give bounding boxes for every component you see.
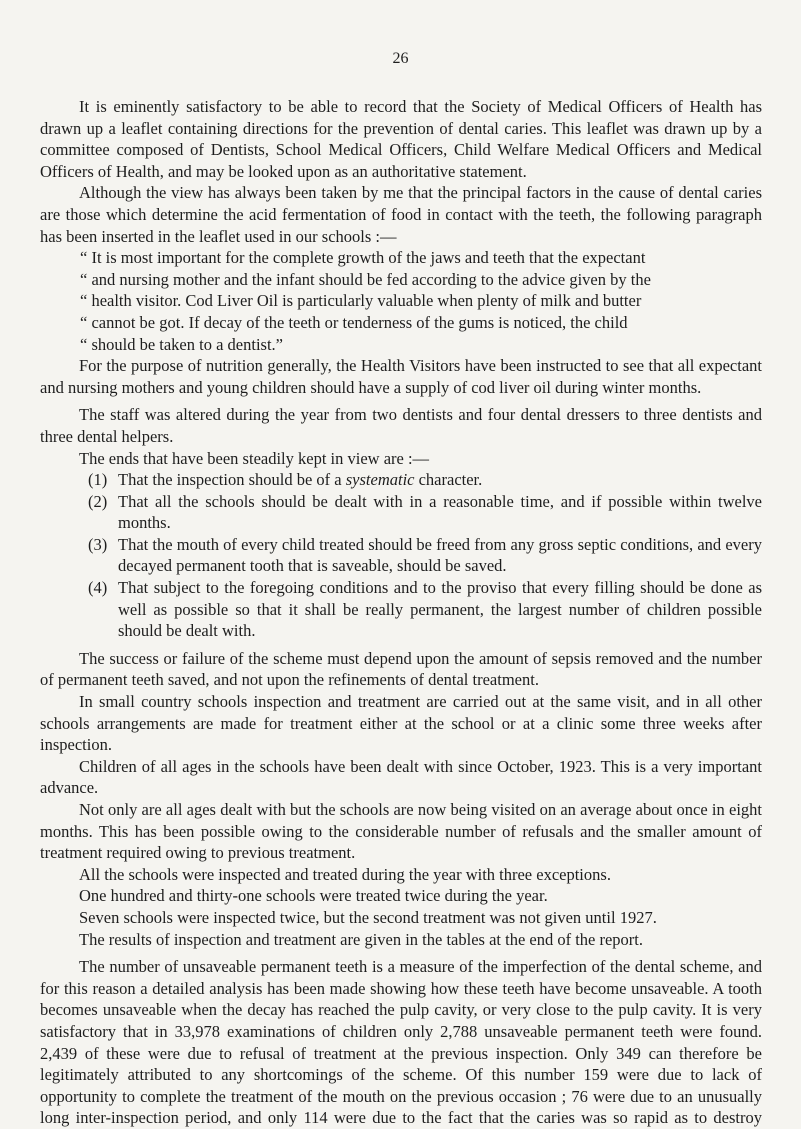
- quote-line: “ It is most important for the complete growth of the jaws and teeth that the expectant: [80, 248, 646, 268]
- leaflet-quotation: [40, 247, 762, 355]
- page-number: 26: [392, 50, 409, 67]
- emphasis-systematic: systematic: [345, 470, 415, 490]
- quote-line: “ should be taken to a dentist.”: [80, 334, 283, 354]
- ends-list: [40, 469, 762, 642]
- list-item: (4) That subject to the foregoing conditions and to the proviso that every filling should be done as well as possible so that it shall be really permanent, the largest number of children possible should be dealt with.: [88, 578, 762, 641]
- list-item: (3) That the mouth of every child treated should be freed from any gross septic conditions, and every decayed permanent tooth that is saveable, should be saved.: [88, 534, 762, 576]
- paragraph-inspected-twice: Seven schools were inspected twice, but the second treatment was not given until 1927.: [79, 907, 657, 927]
- paragraph-country-schools: In small country schools inspection and treatment are carried out at the same visit, and in all other schools arrangements are made for treatment either at the school or at a clinic some three weeks after inspection.: [40, 692, 762, 755]
- paragraph-ends: The ends that have been steadily kept in view are :—: [79, 448, 430, 468]
- list-number: (3): [88, 534, 108, 554]
- list-number: (2): [88, 491, 108, 511]
- paragraph-leaflet: It is eminently satisfactory to be able to record that the Society of Medical Officers of Health has drawn up a leaflet containing directions for the prevention of dental caries. This leaflet was drawn up by a committee composed of Dentists, School Medical Officers, Child Welfare Medical Officers and Medical Officers of Health, and may be looked upon as an authoritative statement.: [40, 97, 762, 181]
- paragraph-nutrition: For the purpose of nutrition generally, the Health Visitors have been instructed to see that all expectant and nursing mothers and young children should have a supply of cod liver oil during winter months.: [40, 356, 762, 397]
- quote-line: “ cannot be got. If decay of the teeth or tenderness of the gums is noticed, the child: [80, 312, 628, 332]
- paragraph-unsaveable-teeth: The number of unsaveable permanent teeth is a measure of the imperfection of the dental scheme, and for this reason a detailed analysis has been made showing how these teeth have become unsaveable. A tooth becomes unsaveable when the decay has reached the pulp cavity, or very close to the pulp cavity. It is very satisfactory that in 33,978 examinations of children only 2,788 unsaveable permanent teeth were found. 2,439 of these were due to refusal of treatment at the previous inspection. Only 349 can therefore be legitimately attributed to any shortcomings of the scheme. Of this number 159 were due to lack of opportunity to complete the treatment of the mouth on the previous occasion ; 76 were due to an unusually long inter-inspection period, and only 114 were due to the fact that the caries was so rapid as to destroy: [40, 957, 762, 1128]
- list-number: (4): [88, 578, 108, 598]
- paragraph-treated-twice: One hundred and thirty-one schools were treated twice during the year.: [79, 886, 548, 906]
- document-body: [40, 96, 762, 1129]
- paragraph-staff: The staff was altered during the year from two dentists and four dental dressers to three dentists and three dental helpers.: [40, 405, 762, 446]
- list-number: (1): [88, 470, 108, 490]
- list-item: (2) That all the schools should be dealt with in a reasonable time, and if possible within twelve months.: [88, 491, 762, 533]
- list-item: (1) That the inspection should be of a systematic character.: [88, 470, 483, 490]
- quote-line: “ health visitor. Cod Liver Oil is particularly valuable when plenty of milk and butter: [80, 291, 642, 311]
- paragraph-results: The results of inspection and treatment are given in the tables at the end of the report.: [79, 929, 644, 949]
- paragraph-all-ages: Children of all ages in the schools have been dealt with since October, 1923. This is a very important advance.: [40, 756, 762, 798]
- paragraph-visit-frequency: Not only are all ages dealt with but the schools are now being visited on an average about once in eight months. This has been possible owing to the considerable number of refusals and the smaller amount of treatment required owing to previous treatment.: [40, 800, 762, 863]
- paragraph-success: The success or failure of the scheme must depend upon the amount of sepsis removed and the number of permanent teeth saved, and not upon the refinements of dental treatment.: [40, 648, 762, 690]
- quote-line: “ and nursing mother and the infant should be fed according to the advice given by the: [80, 269, 651, 289]
- paragraph-exceptions: All the schools were inspected and treated during the year with three exceptions.: [79, 864, 611, 884]
- paragraph-principal-factors: Although the view has always been taken by me that the principal factors in the cause of dental caries are those which determine the acid fermentation of food in contact with the teeth, the following paragraph has been inserted in the leaflet used in our schools :—: [40, 183, 762, 246]
